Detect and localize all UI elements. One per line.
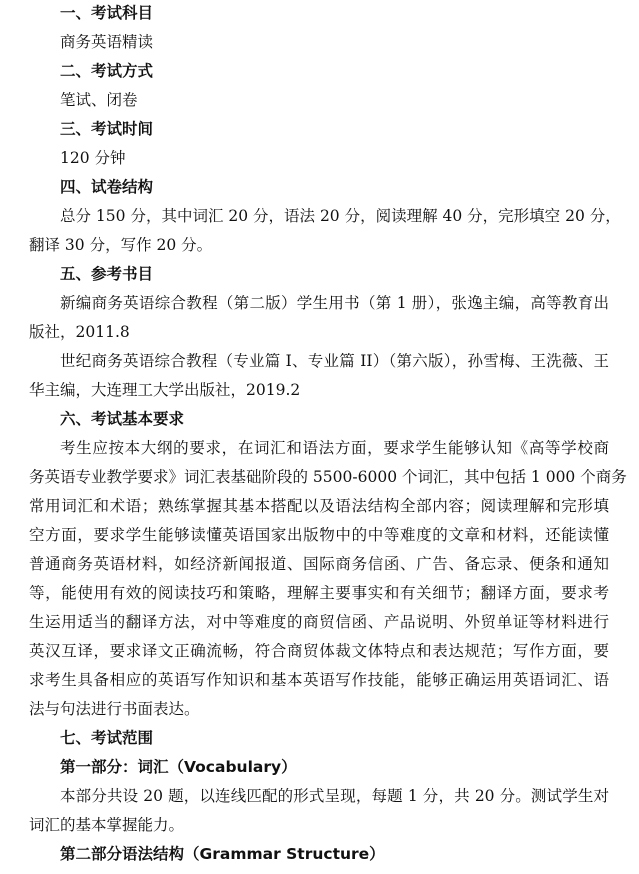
heading-basic-requirements: 六、考试基本要求 (60, 410, 185, 428)
paragraph-reference-line: 世纪商务英语综合教程（专业篇 I、专业篇 II）（第六版），孙雪梅、王洗薇、王 (60, 352, 609, 370)
paragraph-requirements-line: 考生应按本大纲的要求，在词汇和语法方面，要求学生能够认知《高等学校商 (60, 439, 609, 457)
paragraph-requirements-line: 务英语专业教学要求》词汇表基础阶段的 5500-6000 个词汇，其中包括 1 000 个商务 (29, 468, 627, 486)
paragraph-subject: 商务英语精读 (60, 33, 154, 51)
heading-exam-method: 二、考试方式 (60, 62, 154, 80)
paragraph-reference-line: 新编商务英语综合教程（第二版）学生用书（第 1 册），张逸主编，高等教育出 (60, 294, 609, 312)
paragraph-method: 笔试、闭卷 (60, 91, 138, 109)
paragraph-reference-line: 版社，2011.8 (29, 323, 130, 341)
paragraph-reference-line: 华主编，大连理工大学出版社，2019.2 (29, 381, 301, 399)
subheading-grammar-structure: 第二部分语法结构（Grammar Structure） (60, 845, 385, 863)
paragraph-structure-line: 翻译 30 分，写作 20 分。 (29, 236, 213, 254)
heading-exam-scope: 七、考试范围 (60, 729, 154, 747)
heading-exam-subject: 一、考试科目 (60, 4, 154, 22)
paragraph-structure-line: 总分 150 分，其中词汇 20 分，语法 20 分，阅读理解 40 分，完形填空 20 分， (60, 207, 621, 225)
paragraph-requirements-line: 常用词汇和术语；熟练掌握其基本搭配以及语法结构全部内容；阅读理解和完形填 (29, 497, 609, 515)
subheading-vocabulary: 第一部分：词汇（Vocabulary） (60, 758, 297, 776)
paragraph-time: 120 分钟 (60, 149, 126, 167)
paragraph-requirements-line: 生运用适当的翻译方法，对中等难度的商贸信函、产品说明、外贸单证等材料进行 (29, 613, 609, 631)
paragraph-requirements-line: 普通商务英语材料，如经济新闻报道、国际商务信函、广告、备忘录、便条和通知 (29, 555, 609, 573)
heading-exam-time: 三、考试时间 (60, 120, 154, 138)
heading-paper-structure: 四、试卷结构 (60, 178, 154, 196)
paragraph-requirements-line: 等，能使用有效的阅读技巧和策略，理解主要事实和有关细节；翻译方面，要求考 (29, 584, 609, 602)
paragraph-vocabulary-line: 词汇的基本掌握能力。 (29, 816, 185, 834)
paragraph-requirements-line: 英汉互译，要求译文正确流畅，符合商贸体裁文体特点和表达规范；写作方面，要 (29, 642, 609, 660)
paragraph-requirements-line: 法与句法进行书面表达。 (29, 700, 200, 718)
heading-reference-books: 五、参考书目 (60, 265, 154, 283)
paragraph-requirements-line: 空方面，要求学生能够读懂英语国家出版物中的中等难度的文章和材料，还能读懂 (29, 526, 609, 544)
paragraph-requirements-line: 求考生具备相应的英语写作知识和基本英语写作技能，能够正确运用英语词汇、语 (29, 671, 609, 689)
paragraph-vocabulary-line: 本部分共设 20 题，以连线匹配的形式呈现，每题 1 分，共 20 分。测试学生对 (60, 787, 609, 805)
